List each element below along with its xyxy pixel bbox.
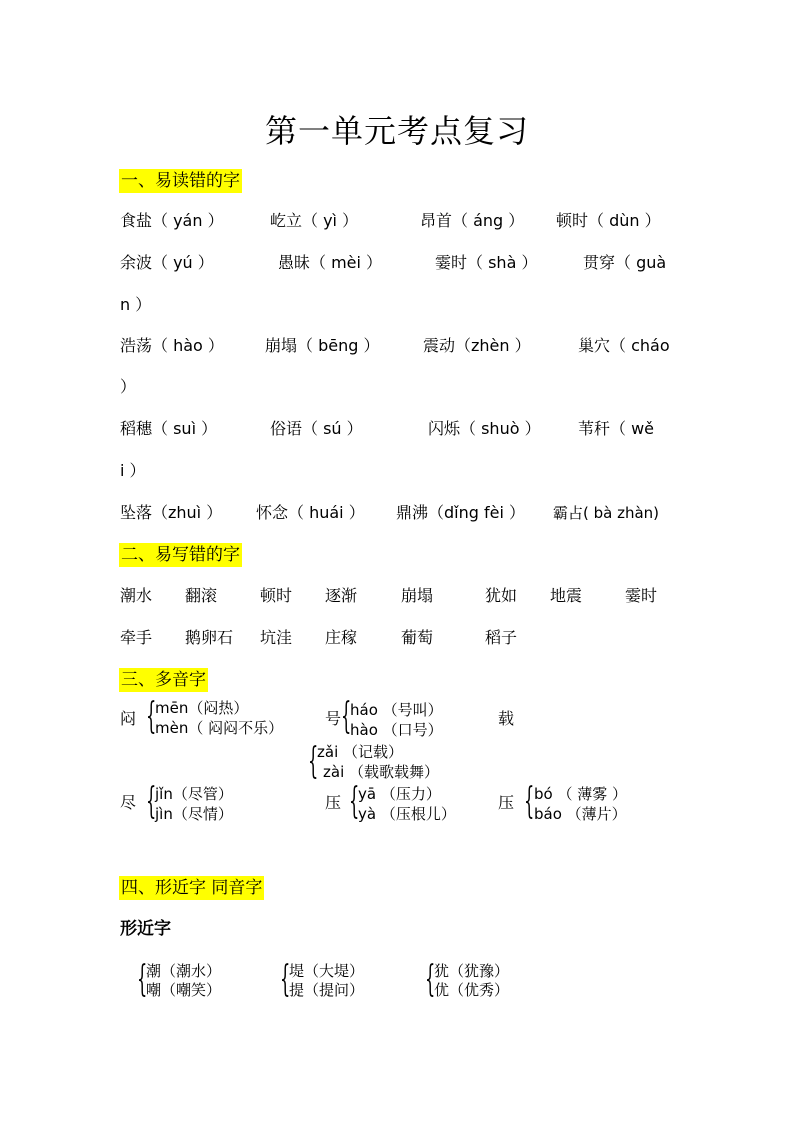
polyphone-reading: zài （载歌载舞）: [323, 763, 440, 781]
reading-item: 愚昧（ mèi ）: [278, 253, 383, 272]
page-title: 第一单元考点复习: [264, 112, 529, 150]
reading-item: 食盐（ yán ）: [120, 211, 224, 230]
brace-icon: {: [524, 781, 535, 822]
writing-word: 犹如: [485, 586, 518, 605]
section-heading-misread: 一、易读错的字: [121, 171, 240, 191]
reading-item: 余波（ yú ）: [120, 253, 214, 272]
similar-char: 潮（潮水）: [146, 962, 222, 980]
brace-icon: {: [146, 696, 157, 737]
reading-item: 坠落（zhuì ）: [120, 503, 223, 522]
reading-item: 贯穿（ guà: [583, 253, 667, 272]
writing-word: 地震: [550, 586, 583, 605]
brace-icon: {: [425, 959, 436, 1000]
reading-item: 屹立（ yì ）: [270, 211, 359, 230]
writing-word: 顿时: [260, 586, 293, 605]
section-heading-polyphone: 三、多音字: [121, 670, 206, 690]
section-heading-miswritten: 二、易写错的字: [121, 545, 240, 565]
polyphone-reading: yà （压根儿）: [358, 805, 456, 823]
similar-char: 提（提问）: [289, 981, 365, 999]
writing-word: 牵手: [120, 628, 153, 647]
polyphone-char: 载: [498, 709, 515, 728]
reading-item: 闪烁（ shuò ）: [428, 419, 541, 438]
section-heading-similar: 四、形近字 同音字: [121, 878, 263, 898]
writing-word: 崩塌: [401, 586, 434, 605]
reading-item: 苇秆（ wě: [578, 419, 655, 438]
polyphone-reading: mēn（闷热）: [155, 699, 249, 717]
brace-icon: {: [146, 781, 157, 822]
reading-item: 俗语（ sú ）: [270, 419, 363, 438]
writing-word: 翻滚: [185, 586, 218, 605]
reading-item: 震动（zhèn ）: [423, 336, 531, 355]
writing-word: 稻子: [485, 628, 518, 647]
polyphone-char: 压: [325, 793, 342, 812]
brace-icon: {: [280, 959, 291, 1000]
polyphone-reading: báo （薄片）: [534, 805, 627, 823]
polyphone-reading: mèn（ 闷闷不乐）: [155, 719, 284, 737]
reading-item: 巢穴（ cháo: [578, 336, 670, 355]
reading-item: 霸占( bà zhàn): [553, 504, 660, 522]
writing-word: 庄稼: [325, 628, 358, 647]
polyphone-reading: jìn（尽情）: [155, 805, 233, 823]
reading-item-wrap: n ）: [120, 295, 152, 314]
polyphone-reading: jǐn（尽管）: [155, 785, 233, 803]
writing-word: 逐渐: [325, 586, 358, 605]
polyphone-reading: zǎi （记载）: [317, 743, 404, 761]
polyphone-reading: háo （号叫）: [350, 701, 443, 719]
reading-item: 霎时（ shà ）: [435, 253, 538, 272]
similar-char: 犹（犹豫）: [434, 962, 510, 980]
polyphone-reading: bó （ 薄雾 ）: [534, 785, 628, 803]
writing-word: 潮水: [120, 586, 153, 605]
polyphone-char: 压: [498, 793, 515, 812]
writing-word: 鹅卵石: [185, 628, 234, 647]
polyphone-char: 号: [325, 709, 342, 728]
polyphone-reading: yā （压力）: [358, 785, 441, 803]
brace-icon: {: [349, 781, 360, 822]
similar-char: 嘲（嘲笑）: [146, 981, 222, 999]
brace-icon: {: [137, 959, 148, 1000]
polyphone-char: 尽: [120, 793, 137, 812]
reading-item: 浩荡（ hào ）: [120, 336, 224, 355]
reading-item: 怀念（ huái ）: [256, 503, 365, 522]
reading-item: 顿时（ dùn ）: [556, 211, 661, 230]
similar-char: 优（优秀）: [434, 981, 510, 999]
reading-item: 稻穗（ suì ）: [120, 419, 218, 438]
writing-word: 葡萄: [401, 628, 434, 647]
brace-icon: {: [308, 741, 319, 782]
writing-word: 霎时: [625, 586, 658, 605]
reading-item: 崩塌（ bēng ）: [265, 336, 380, 355]
reading-item-wrap: ）: [120, 377, 137, 396]
reading-item: 鼎沸（dǐng fèi ）: [396, 503, 525, 522]
polyphone-char: 闷: [120, 709, 137, 728]
brace-icon: {: [341, 696, 352, 737]
similar-char: 堤（大堤）: [289, 962, 365, 980]
writing-word: 坑洼: [260, 628, 293, 647]
subheading-similar-chars: 形近字: [120, 919, 171, 939]
reading-item-wrap: i ）: [120, 461, 146, 480]
polyphone-reading: hào （口号）: [350, 721, 443, 739]
reading-item: 昂首（ áng ）: [420, 211, 525, 230]
